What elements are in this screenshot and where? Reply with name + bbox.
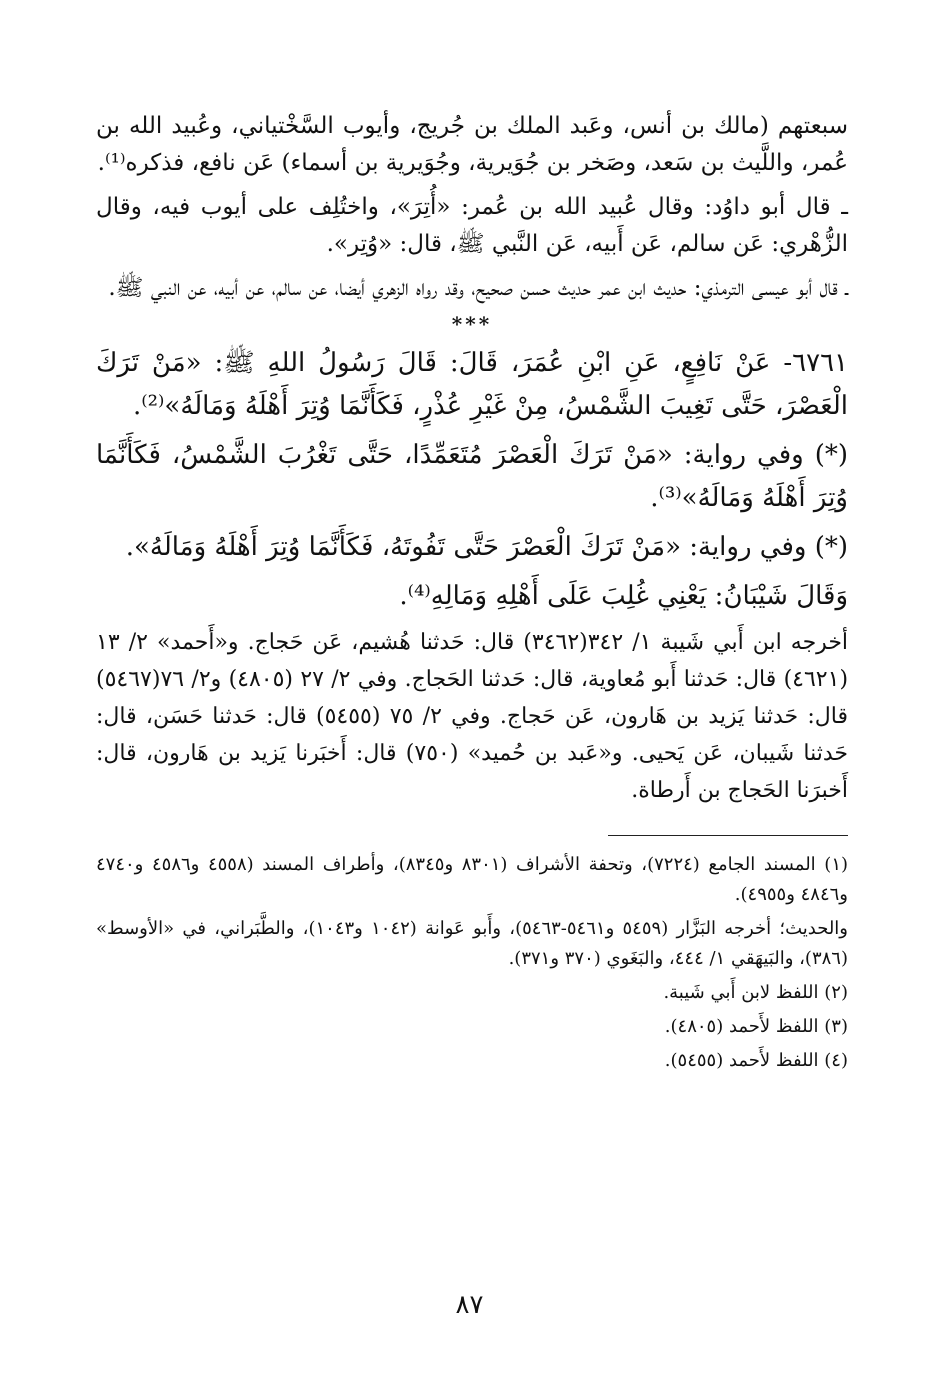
hadith-variant-2: (*) وفي رواية: «مَنْ تَرَكَ الْعَصْرَ حَتَّى تَفُوتَهُ، فَكَأَنَّمَا وُتِرَ أَهْلَهُ وَمَالَهُ». bbox=[125, 532, 848, 562]
footnote: (١) المسند الجامع (٧٢٢٤)، وتحفة الأشراف (٨٣٠١ و٨٣٤٥)، وأطراف المسند (٤٥٥٨ و٤٥٨٦ و٤٧٤٠ و٤٨٤٦ و٤٩٥٥). bbox=[96, 854, 849, 905]
footnote: والحديث؛ أخرجه البَزَّار (٥٤٥٩ و٥٤٦١-٥٤٦٣)، وأَبو عَوانة (١٠٤٢ و١٠٤٣)، والطَّبَراني، في «الأوسط» (٣٨٦)، والبَيهَقي ١/ ٤٤٤، والبَغَوي (٣٧٠ و٣٧١). bbox=[96, 918, 849, 969]
shayban-note: وَقَالَ شَيْبَانُ: يَعْنِي غُلِبَ عَلَى أَهْلِهِ وَمَالِهِ⁽⁴⁾. bbox=[399, 581, 848, 611]
section-separator: *** bbox=[451, 312, 493, 336]
footnote: (٢) اللفظ لابن أَبي شَيبة. bbox=[663, 982, 848, 1003]
hadith-variant-1: (*) وفي رواية: «مَنْ تَرَكَ الْعَصْرَ مُتَعَمِّدًا، حَتَّى تَغْرُبَ الشَّمْسُ، فَكَأَنَّمَا وُتِرَ أَهْلَهُ وَمَالَهُ»⁽³⁾. bbox=[96, 440, 848, 513]
footnote: (٤) اللفظ لأَحمد (٥٤٥٥). bbox=[664, 1050, 848, 1071]
footnotes bbox=[96, 850, 848, 1076]
tirmidhi-note: ـ قال أبو عيسى الترمذي: حديث ابن عمر حديث حسن صحيح، وقد رواه الزهري أيضا، عن سالم، عن أبيه، عن النبي ﷺ. bbox=[108, 275, 848, 301]
hadith-text: ٦٧٦١- عَنْ نَافِعٍ، عَنِ ابْنِ عُمَرَ، قَالَ: قَالَ رَسُولُ اللهِ ﷺ: «مَنْ تَرَكَ الْعَصْرَ، حَتَّى تَغِيبَ الشَّمْسُ، مِنْ غَيْرِ عُذْرٍ، فَكَأَنَّمَا وُتِرَ أَهْلَهُ وَمَالَهُ»⁽²⁾. bbox=[96, 348, 848, 421]
takhrij-paragraph: أخرجه ابن أَبي شَيبة ١/ ٣٤٢(٣٤٦٢) قال: حَدثنا هُشيم، عَن حَجاج. و«أَحمد» ٢/ ١٣ (٤٦٢١) قال: حَدثنا أَبو مُعاوية، قال: حَدثنا الحَجاج. وفي ٢/ ٢٧ (٤٨٠٥) و٢/ ٧٦(٥٤٦٧) قال: حَدثنا يَزيد بن هَارون، عَن حَجاج. وفي ٢/ ٧٥ (٥٤٥٥) قال: حَدثنا حَسَن، قال: حَدثنا شَيبان، عَن يَحيى. و«عَبد بن حُميد» (٧٥٠) قال: أَخبَرنا يَزيد بن هَارون، قال: أَخبرَنا الحَجاج بن أَرطاة. bbox=[96, 630, 849, 803]
chain-paragraph: سبعتهم (مالك بن أنس، وعَبد الملك بن جُريج، وأيوب السَّخْتياني، وعُبيد الله بن عُمر، واللَّيث بن سَعد، وصَخر بن جُوَيرية، وجُوَيرية بن أسماء) عَن نافع، فذكره⁽¹⁾. bbox=[96, 113, 848, 176]
page-content bbox=[96, 108, 848, 1080]
abu-dawud-note: ـ قال أبو داوُد: وقال عُبيد الله بن عُمر: «أُتِرَ»، واختُلِف على أيوب فيه، وقال الزُّهْري: عَن سالم، عَن أَبيه، عَن النَّبي ﷺ، قال: «وُتِر». bbox=[96, 194, 848, 257]
footnote-divider bbox=[608, 835, 848, 836]
footnote: (٣) اللفظ لأَحمد (٤٨٠٥). bbox=[664, 1016, 848, 1037]
page-number: ٨٧ bbox=[455, 1290, 484, 1320]
